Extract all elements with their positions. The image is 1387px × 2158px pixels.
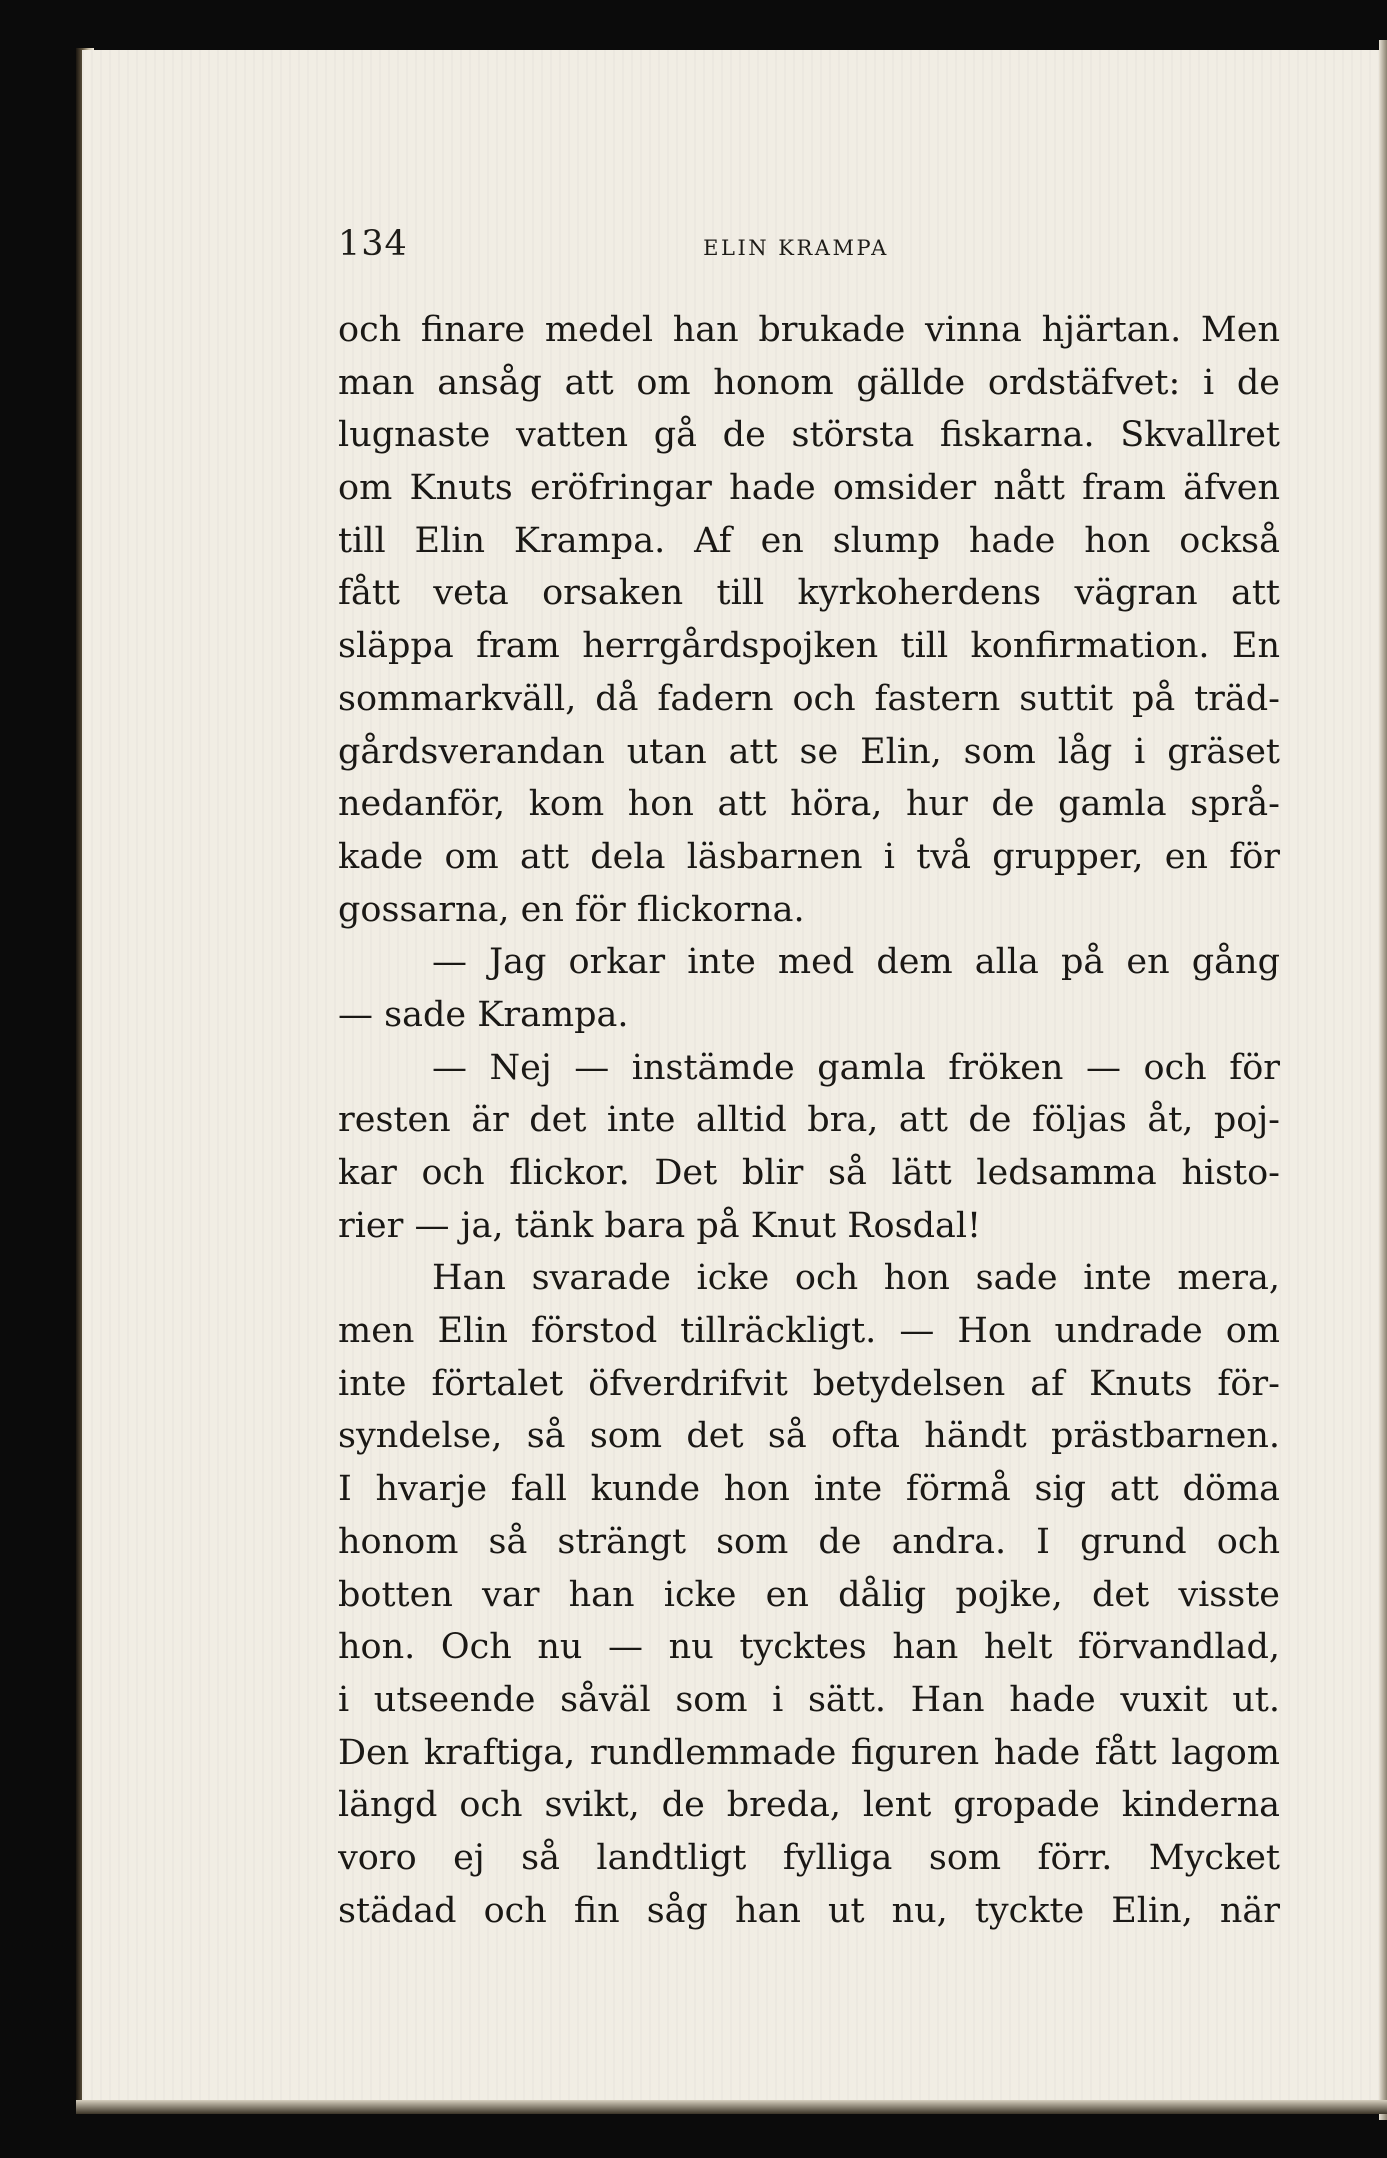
text-line: om Knuts eröfringar hade omsider nått fram äfven: [338, 468, 1280, 509]
text-line: voro ej så landtligt fylliga som förr. Mycket: [338, 1837, 1280, 1878]
text-line: gårdsverandan utan att se Elin, som låg i gräset: [338, 731, 1280, 772]
page-header: [338, 224, 1258, 272]
text-line: till Elin Krampa. Af en slump hade hon också: [338, 520, 1280, 561]
text-line: — Jag orkar inte med dem alla på en gång: [432, 942, 1280, 983]
text-line: kar och flickor. Det blir så lätt ledsamma histo-: [338, 1153, 1280, 1193]
page-right-edge: [1379, 40, 1387, 2120]
text-line: inte förtalet öfverdrifvit betydelsen af Knuts för-: [338, 1363, 1280, 1404]
page-bottom-edge: [76, 2100, 1387, 2114]
text-line: — sade Krampa.: [338, 994, 629, 1035]
text-line: gossarna, en för flickorna.: [338, 889, 805, 930]
text-line: honom så strängt som de andra. I grund och: [338, 1521, 1280, 1562]
text-line: städad och fin såg han ut nu, tyckte Elin, när: [338, 1890, 1280, 1931]
text-line: I hvarje fall kunde hon inte förmå sig att döma: [338, 1469, 1280, 1510]
text-line: men Elin förstod tillräckligt. — Hon undrade om: [338, 1311, 1280, 1352]
text-line: — Nej — instämde gamla fröken — och för: [432, 1047, 1280, 1088]
text-line: längd och svikt, de breda, lent gropade kinderna: [338, 1785, 1280, 1826]
text-line: fått veta orsaken till kyrkoherdens vägran att: [338, 573, 1280, 614]
text-line: lugnaste vatten gå de största fiskarna. Skvallret: [338, 415, 1280, 456]
text-line: syndelse, så som det så ofta händt prästbarnen.: [338, 1416, 1280, 1457]
text-line: sommarkväll, då fadern och fastern suttit på träd-: [338, 678, 1280, 719]
text-line: nedanför, kom hon att höra, hur de gamla språ-: [338, 784, 1280, 825]
running-title: ELIN KRAMPA: [703, 236, 889, 260]
text-line: kade om att dela läsbarnen i två grupper, en för: [338, 836, 1280, 877]
text-line: rier — ja, tänk bara på Knut Rosdal!: [338, 1205, 982, 1246]
text-line: Den kraftiga, rundlemmade figuren hade fått lagom: [338, 1732, 1280, 1773]
page-number: 134: [338, 224, 408, 264]
text-line: i utseende såväl som i sätt. Han hade vuxit ut.: [338, 1679, 1280, 1720]
text-line: släppa fram herrgårdspojken till konfirmation. En: [338, 626, 1280, 667]
text-line: botten var han icke en dålig pojke, det visste: [338, 1574, 1280, 1615]
body-text: [338, 304, 1280, 1937]
text-line: hon. Och nu — nu tycktes han helt förvandlad,: [338, 1627, 1280, 1668]
text-line: man ansåg att om honom gällde ordstäfvet: i de: [338, 362, 1280, 403]
text-line: resten är det inte alltid bra, att de följas åt, poj-: [338, 1100, 1280, 1141]
text-line: och finare medel han brukade vinna hjärtan. Men: [338, 310, 1280, 350]
text-line: Han svarade icke och hon sade inte mera,: [432, 1258, 1280, 1299]
